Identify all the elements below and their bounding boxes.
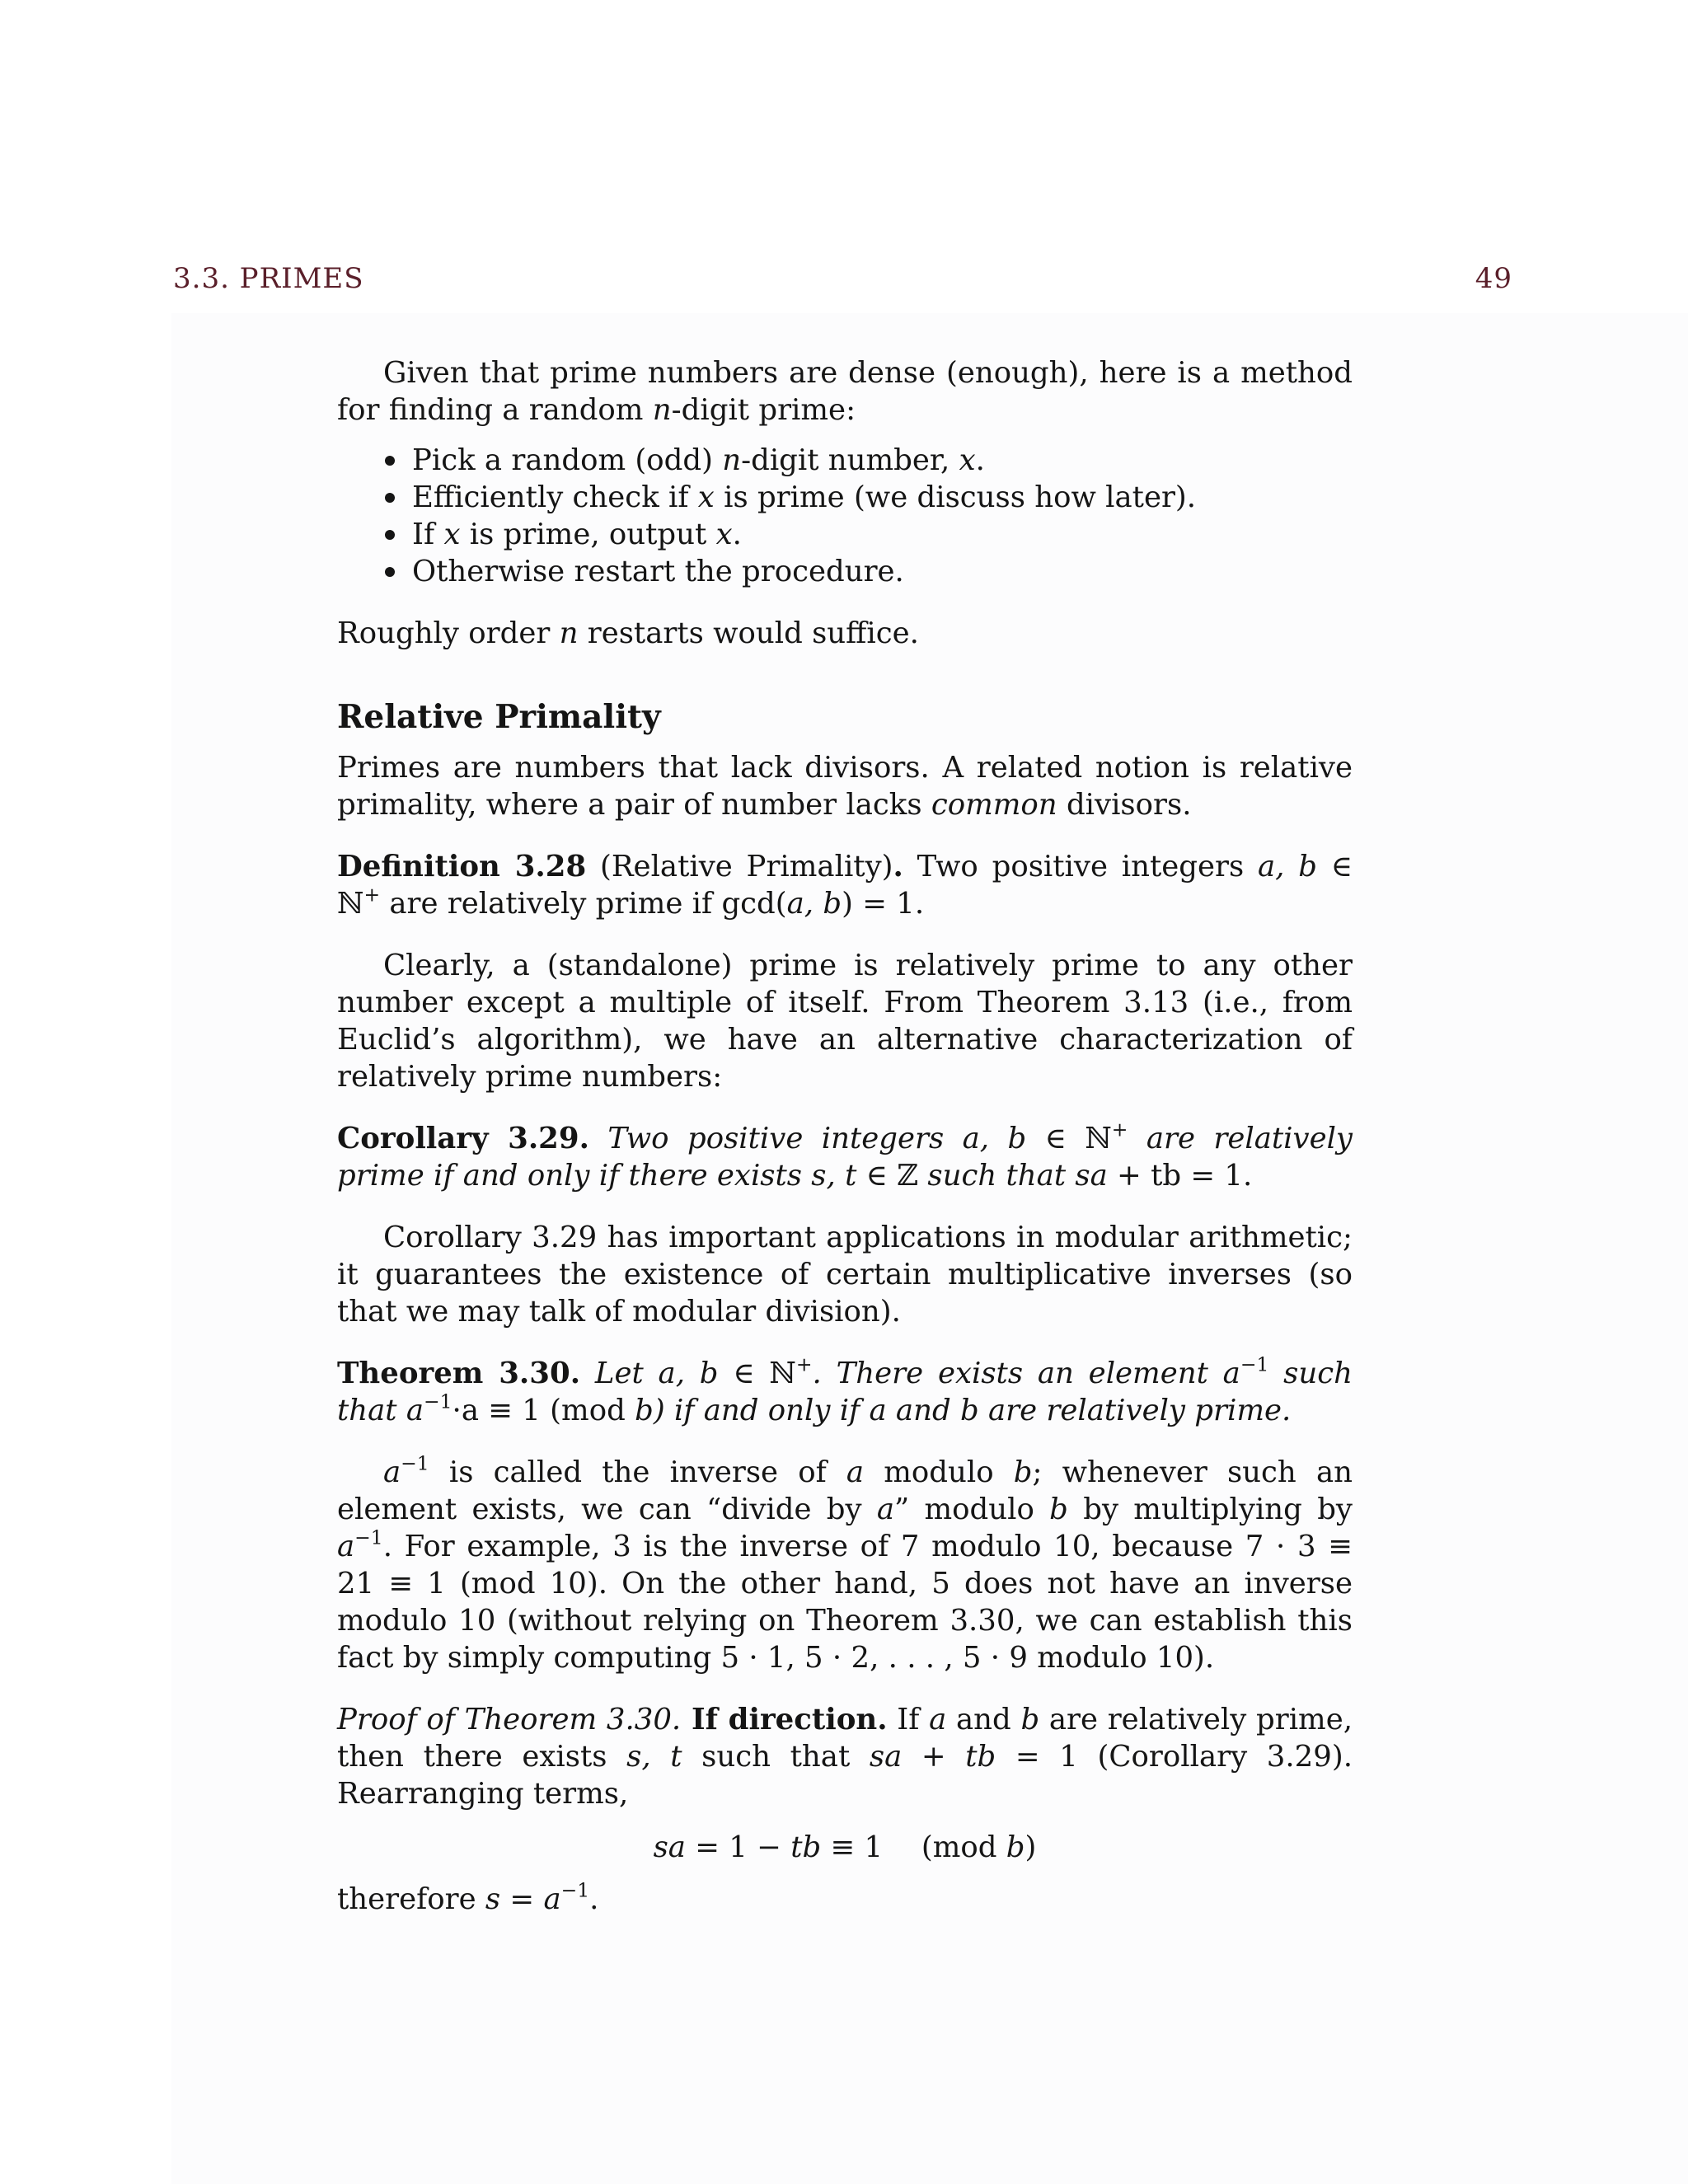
text: ) if and only if a and b are relatively prime. (653, 1394, 1292, 1427)
text: ) = 1. (842, 887, 925, 921)
theorem-3-30 (337, 1352, 1353, 1429)
primes-paragraph (337, 749, 1353, 823)
list-item (383, 553, 1353, 590)
text: If (412, 518, 444, 551)
section-heading: Relative Primality (337, 698, 661, 736)
text: = 1 − (685, 1830, 791, 1864)
math-a: a (543, 1882, 561, 1916)
theorem-label: Theorem 3.30. (337, 1357, 581, 1390)
list-item (383, 516, 1353, 553)
math-s: s (485, 1882, 501, 1916)
text: ∈ ℕ (718, 1357, 796, 1390)
text: . For example, 3 is the inverse of 7 modulo 10, because 7 · 3 ≡ 21 ≡ 1 (mod 10). On the other hand, 5 does not have an inverse modulo 10 (without relying on Theorem 3.30, we can establish this fact by simply computing 5 · 1, 5 · 2, . . . , 5 · 9 modulo 10). (337, 1530, 1353, 1675)
clearly-paragraph: Clearly, a (standalone) prime is relatively prime to any other number except a multiple of itself. From Theorem 3.13 (i.e., from Euclid’s algorithm), we have an alternative characterization of relatively prime numbers: (337, 949, 1353, 1094)
text: Otherwise restart the procedure. (412, 555, 904, 588)
text: Two positive integers (903, 850, 1258, 883)
intro-paragraph (337, 354, 1353, 429)
math-n: n (559, 616, 579, 650)
inverse-paragraph (337, 1451, 1353, 1676)
superscript: + (363, 883, 381, 907)
math-b: b (1020, 1703, 1040, 1736)
text: Primes are numbers that lack divisors. A related notion is relative primality, where a pair of number lacks (337, 751, 1353, 822)
text: modulo (864, 1455, 1014, 1489)
definition-label: Definition 3.28 (337, 850, 587, 883)
superscript: + (795, 1352, 813, 1376)
text: -digit prime: (671, 393, 856, 427)
definition-name: (Relative Primality) (586, 850, 893, 883)
restarts-paragraph (337, 615, 1353, 652)
superscript: −1 (401, 1451, 429, 1475)
text: divisors. (1057, 788, 1192, 822)
math-b: b (1013, 1455, 1033, 1489)
text: ” modulo (894, 1493, 1050, 1526)
text: and (946, 1703, 1021, 1736)
math: tb (790, 1830, 822, 1864)
text: If (887, 1703, 930, 1736)
running-head-section: 3.3. PRIMES (173, 262, 364, 295)
text: . (732, 518, 742, 551)
math-a: a (383, 1455, 401, 1489)
math-b: b (1049, 1493, 1068, 1526)
text: Let a, b (580, 1357, 719, 1390)
superscript: −1 (560, 1878, 590, 1902)
math: sa (653, 1830, 686, 1864)
text: . (975, 443, 985, 477)
text: . There exists an element a (812, 1357, 1240, 1390)
superscript: −1 (354, 1526, 383, 1549)
text: ∈ ℕ (1026, 1122, 1112, 1155)
text: restarts would suffice. (578, 616, 919, 650)
text: Efficiently check if (412, 480, 698, 514)
math: s, t (626, 1740, 682, 1774)
text: . (893, 850, 903, 883)
corollary-3-29 (337, 1120, 1353, 1194)
text: such that (682, 1740, 870, 1774)
proof-label: Proof of Theorem 3.30. (337, 1703, 682, 1736)
proof-direction: If direction. (681, 1703, 888, 1736)
text: ∈ ℕ (337, 850, 1353, 921)
text: Given that prime numbers are dense (enough), here is a method for finding a random (337, 356, 1353, 427)
math-a: a (876, 1493, 895, 1526)
text: therefore (337, 1882, 485, 1916)
text: Roughly order (337, 616, 560, 650)
text: by multiplying by (1067, 1493, 1353, 1526)
superscript: −1 (1240, 1352, 1269, 1376)
list-item (383, 479, 1353, 516)
corollary-applications-paragraph: Corollary 3.29 has important applications in modular arithmetic; it guarantees the existence of certain multiplicative inverses (so that we may talk of modular division). (337, 1221, 1353, 1329)
text: + tb = 1. (1107, 1159, 1253, 1193)
text: Two positive integers a, b (588, 1122, 1027, 1155)
text: are relatively prime if and only if there exists s, t (337, 1122, 1353, 1193)
math-x: x (959, 443, 976, 477)
text: ; whenever such an element exists, we can “divide by (337, 1455, 1353, 1526)
emphasis: common (931, 788, 1057, 822)
text: -digit number, (741, 443, 959, 477)
math: a, b (1257, 850, 1317, 883)
text: . (589, 1882, 599, 1916)
definition-3-28 (337, 848, 1353, 922)
math-x: x (715, 518, 733, 551)
math-a: a (929, 1703, 947, 1736)
text: + (902, 1740, 966, 1774)
superscript: + (1111, 1118, 1128, 1141)
procedure-list (337, 442, 1353, 590)
math: tb (965, 1740, 996, 1774)
math-b: b (635, 1394, 654, 1427)
math: a, b (786, 887, 842, 921)
page-number: 49 (1475, 262, 1512, 295)
text: ·a ≡ 1 (mod (452, 1394, 635, 1427)
text: ≡ 1 (mod (821, 1830, 1006, 1864)
therefore-line (337, 1878, 1353, 1918)
proof-paragraph (337, 1701, 1353, 1812)
text: = (500, 1882, 544, 1916)
superscript: −1 (424, 1390, 452, 1413)
math-a: a (846, 1455, 865, 1489)
text: are relatively prime, then there exists (337, 1703, 1353, 1774)
text: is prime, output (460, 518, 716, 551)
text: such that sa (918, 1159, 1108, 1193)
text: is prime (we discuss how later). (714, 480, 1197, 514)
text: Pick a random (odd) (412, 443, 723, 477)
text: is called the inverse of (429, 1455, 846, 1489)
text: are relatively prime if gcd( (380, 887, 787, 921)
text: ∈ ℤ (856, 1159, 919, 1193)
page-body (337, 354, 1353, 1918)
math-n: n (722, 443, 742, 477)
math: sa (869, 1740, 903, 1774)
math-a: a (337, 1530, 355, 1563)
math-n: n (652, 393, 672, 427)
text: such that a (337, 1357, 1353, 1427)
math-x: x (697, 480, 715, 514)
list-item (383, 442, 1353, 479)
math-b: b (1006, 1830, 1025, 1864)
display-equation (337, 1829, 1353, 1866)
text: ) (1025, 1830, 1037, 1864)
math-x: x (443, 518, 461, 551)
corollary-label: Corollary 3.29. (337, 1122, 589, 1155)
text: = 1 (Corollary 3.29). Rearranging terms, (337, 1740, 1353, 1811)
